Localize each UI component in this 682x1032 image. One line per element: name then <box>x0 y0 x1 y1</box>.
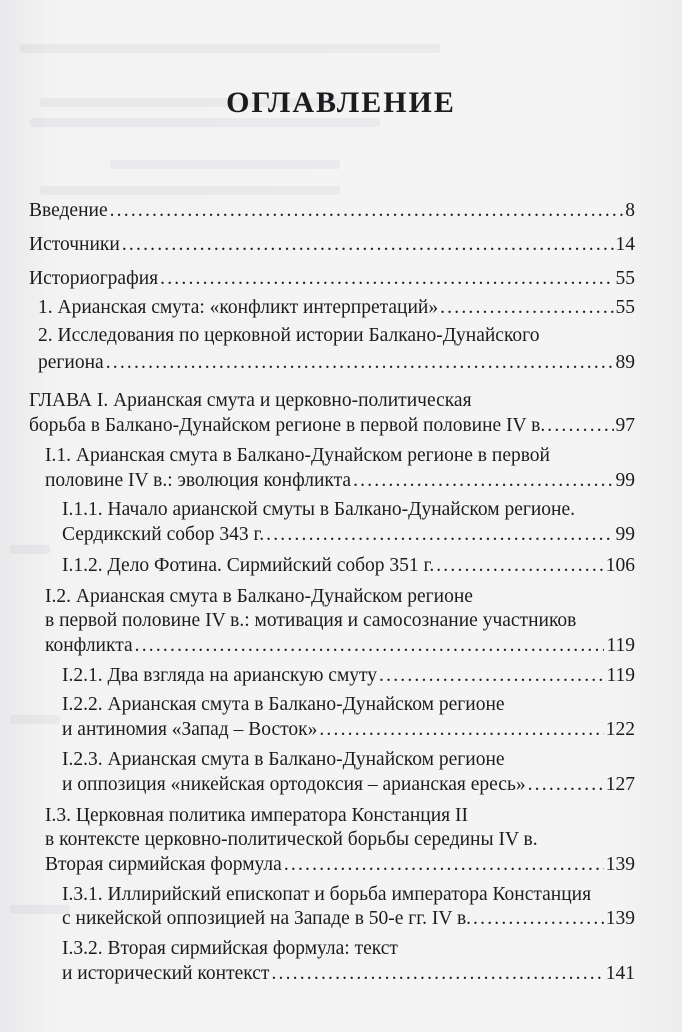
page-number: 139 <box>605 854 635 875</box>
page-number: 99 <box>615 470 635 491</box>
entry-title-line: ГЛАВА I. Арианская смута и церковно-политическая <box>29 390 472 411</box>
leader-dots <box>122 233 614 257</box>
entry-title: и антиномия «Запад – Восток» <box>62 719 318 740</box>
entry-title: борьба в Балкано-Дунайском регионе в первой половине IV в. <box>29 415 546 436</box>
page-number: 106 <box>605 555 635 576</box>
page-number: 141 <box>605 963 635 984</box>
entry-title: Историография <box>29 268 159 289</box>
leader-dots <box>160 267 613 291</box>
entry-title-line: I.3.1. Иллирийский епископат и борьба императора Констанция <box>62 884 592 905</box>
entry-title: I.1.2. Дело Фотина. Сирмийский собор 351 г. <box>62 555 435 576</box>
leader-dots <box>353 469 613 493</box>
page-title: ОГЛАВЛЕНИЕ <box>226 86 456 119</box>
entry-title-line: I.3.2. Вторая сирмийская формула: текст <box>62 938 398 959</box>
page-number: 119 <box>606 665 635 686</box>
entry-title-line: I.2. Арианская смута в Балкано-Дунайском регионе <box>45 586 473 607</box>
page-number: 139 <box>605 908 635 929</box>
page-number: 122 <box>605 719 635 740</box>
entry-title-line: 2. Исследования по церковной истории Балкано-Дунайского <box>38 325 540 346</box>
entry-title-line: I.2.2. Арианская смута в Балкано-Дунайском регионе <box>62 694 505 715</box>
entry-title-line: в контексте церковно-политической борьбы середины IV в. <box>45 829 538 850</box>
leader-dots <box>135 634 605 658</box>
page-number: 55 <box>615 268 635 289</box>
page-number: 99 <box>615 524 635 545</box>
entry-title: Вторая сирмийская формула <box>45 854 282 875</box>
entry-title: I.2.1. Два взгляда на арианскую смуту <box>62 665 378 686</box>
entry-title: Сердикский собор 343 г. <box>62 524 265 545</box>
entry-title-line: I.1.1. Начало арианской смуты в Балкано-Дунайском регионе. <box>62 499 576 520</box>
page-number: 8 <box>625 200 635 221</box>
entry-title-line: I.2.3. Арианская смута в Балкано-Дунайском регионе <box>62 749 505 770</box>
entry-title: Источники <box>29 234 120 255</box>
leader-dots <box>440 296 613 320</box>
page-number: 14 <box>615 234 635 255</box>
leader-dots <box>110 199 624 223</box>
entry-title: половине IV в.: эволюция конфликта <box>45 470 352 491</box>
leader-dots <box>271 962 603 986</box>
leader-dots <box>319 718 603 742</box>
leader-dots <box>528 773 604 797</box>
leader-dots <box>473 907 604 931</box>
leader-dots <box>379 664 604 688</box>
entry-title: Введение <box>29 200 108 221</box>
entry-title: с никейской оппозицией на Западе в 50-е гг. IV в. <box>62 908 472 929</box>
leader-dots <box>266 523 613 547</box>
entry-title-line: I.1. Арианская смута в Балкано-Дунайском регионе в первой <box>45 445 550 466</box>
leader-dots <box>547 414 613 438</box>
entry-title: 1. Арианская смута: «конфликт интерпретаций» <box>38 297 439 318</box>
entry-title-line: в первой половине IV в.: мотивация и самосознание участников <box>45 610 577 631</box>
page-number: 89 <box>615 352 635 373</box>
leader-dots <box>284 853 604 877</box>
entry-title: конфликта <box>45 635 133 656</box>
page-number: 97 <box>615 415 635 436</box>
page-number: 119 <box>606 635 635 656</box>
page-number: 127 <box>605 774 635 795</box>
leader-dots <box>436 554 604 578</box>
entry-title: и исторический контекст <box>62 963 270 984</box>
page-number: 55 <box>615 297 635 318</box>
entry-title: региона <box>38 352 104 373</box>
leader-dots <box>106 351 614 375</box>
entry-title-line: I.3. Церковная политика императора Констанция II <box>45 805 468 826</box>
entry-title: и оппозиция «никейская ортодоксия – арианская ересь» <box>62 774 526 795</box>
